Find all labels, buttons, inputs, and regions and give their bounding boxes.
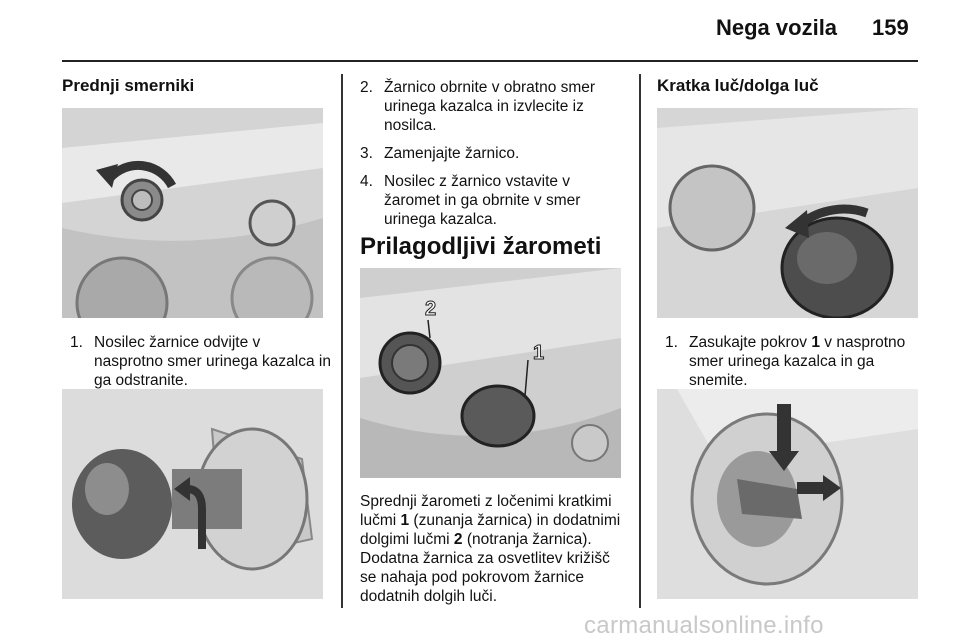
column-divider-2 xyxy=(639,74,641,608)
step-number: 1. xyxy=(665,334,678,351)
section-heading-prednji-smerniki: Prednji smerniki xyxy=(62,76,195,95)
section-heading-prilagodljivi-zarometi: Prilagodljivi žarometi xyxy=(360,233,602,260)
para-callout-ref: 2 xyxy=(453,531,463,548)
para-text: (zunanja žarnica) in dodatnimi dolgimi lučmi xyxy=(360,512,621,548)
callout-1: 1 xyxy=(533,342,545,364)
step-text: Zamenjajte žarnico. xyxy=(384,145,520,162)
section-heading-kratka-dolga-luc: Kratka luč/dolga luč xyxy=(657,76,819,95)
para-callout-ref: 1 xyxy=(400,512,410,529)
adaptive-headlights-description xyxy=(360,492,630,606)
step-callout-ref: 1 xyxy=(811,334,820,351)
step-number: 4. xyxy=(360,173,373,190)
figure-bulb-removal xyxy=(657,389,918,599)
step-number: 1. xyxy=(70,334,83,351)
step-text: Nosilec žarnice odvijte v nasprotno smer urinega kazalca in ga odstranite. xyxy=(94,334,331,389)
step-3 xyxy=(360,144,622,163)
step-text: v nasprotno smer urinega kazalca in ga snemite. xyxy=(689,334,906,389)
page-header-title: Nega vozila xyxy=(716,15,838,40)
step-1 xyxy=(70,333,332,390)
header-rule xyxy=(62,60,918,62)
para-text: (notranja žarnica). Dodatna žarnica za osvetlitev križišč se nahaja pod pokrovom žarnice dodatnih dolgih luči. xyxy=(360,531,610,605)
step-1-headlight xyxy=(665,333,927,390)
figure-headlight-cover xyxy=(657,108,918,318)
figure-indicator-bulb xyxy=(62,389,323,599)
figure-front-indicator-holder xyxy=(62,108,323,318)
step-2 xyxy=(360,78,622,135)
step-4 xyxy=(360,172,622,229)
callout-2: 2 xyxy=(425,298,437,320)
step-number: 2. xyxy=(360,79,373,96)
steps-list-continued xyxy=(360,78,622,238)
step-text: Žarnico obrnite v obratno smer urinega kazalca in izvlecite iz nosilca. xyxy=(384,79,596,134)
column-divider-1 xyxy=(341,74,343,608)
step-text: Zasukajte pokrov xyxy=(689,334,812,351)
step-number: 3. xyxy=(360,145,373,162)
para-text: Sprednji žarometi z ločenimi kratkimi lučmi xyxy=(360,493,612,529)
watermark: carmanualsonline.info xyxy=(584,612,824,639)
figure-adaptive-headlights xyxy=(360,268,621,478)
page-number: 159 xyxy=(872,15,909,40)
step-text: Nosilec z žarnico vstavite v žaromet in ga obrnite v smer urinega kazalca. xyxy=(384,173,581,228)
